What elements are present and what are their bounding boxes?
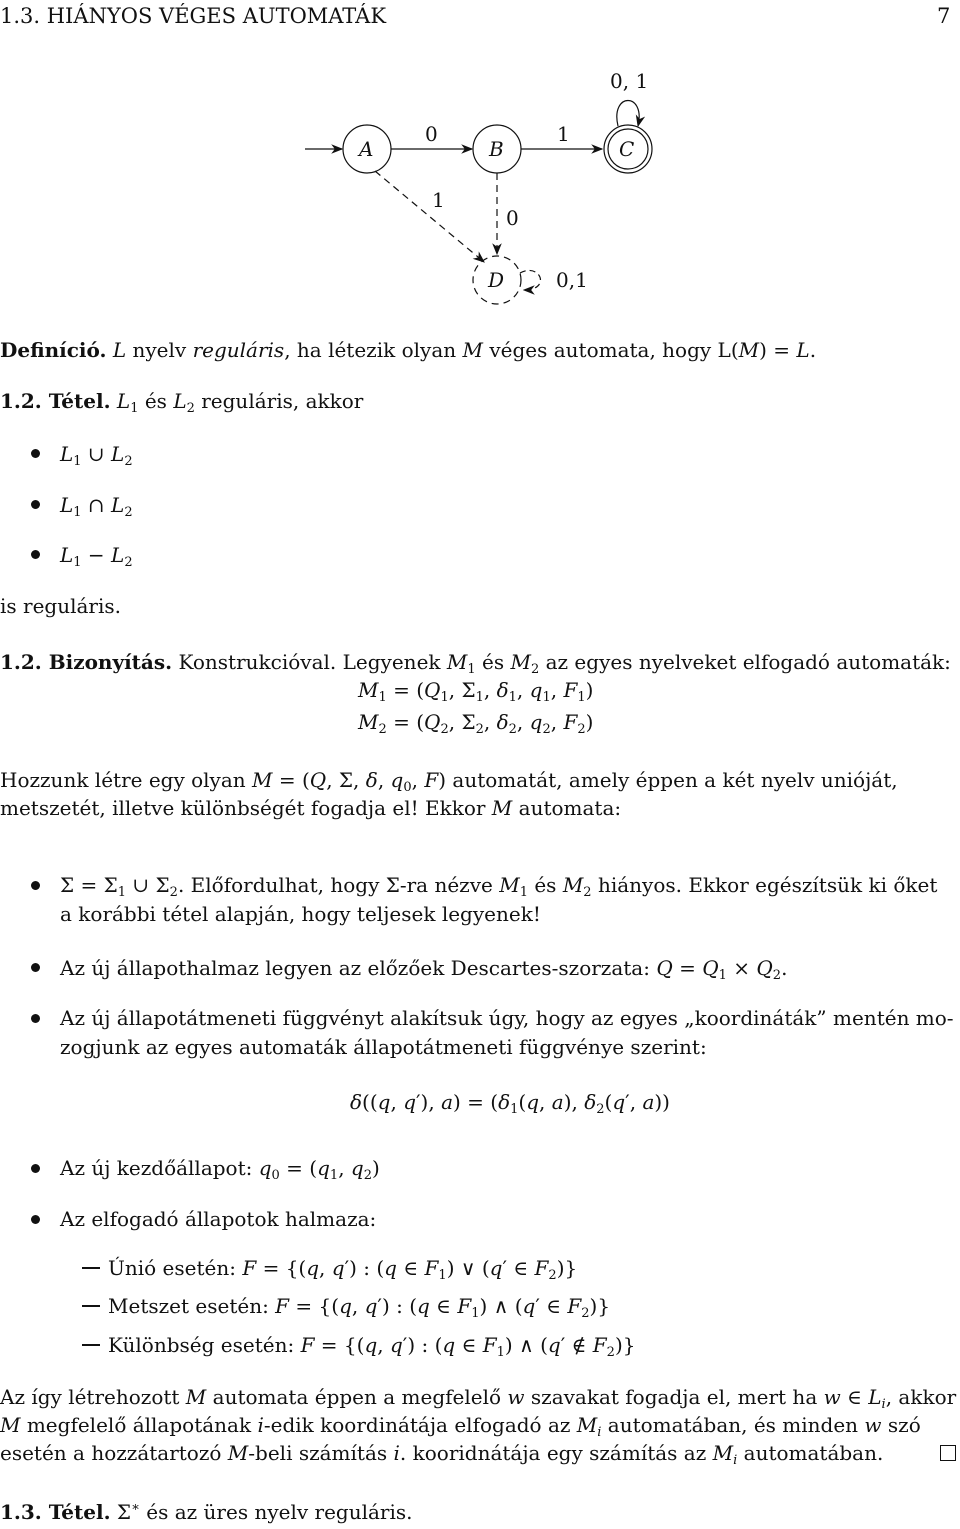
state-b-label: B [489,137,504,161]
qed-box [940,1445,956,1461]
m2-definition: $M_2 = (Q_2$, $\Sigma_2$, $\delta_2$, $q_2$, $F_2$) [358,710,594,737]
union-item: $L_1$ ∪ $L_2$ [60,442,133,469]
bullet [31,449,40,458]
union-accept: Únió esetén: F = {(q, q′) : (q ∈ $F_1$) ∨ (q′ ∈ $F_2$)} [108,1256,578,1283]
edge-c-c [617,101,639,127]
sigma-item-line-2: a korábbi tétel alapján, hogy teljesek legyenek! [60,902,541,926]
edge-c-c-label: 0, 1 [610,69,649,93]
definition: Definíció. L nyelv reguláris, ha létezik olyan M véges automata, hogy L(M) = L. [0,338,817,362]
para-line-1: Hozzunk létre egy olyan M = (Q, Σ, δ, $q_0$, F) automatát, amely éppen a két nyelv unióját, [0,768,898,795]
m1-definition: $M_1 = (Q_1$, $\Sigma_1$, $\delta_1$, $q_1$, $F_1$) [358,678,594,705]
edge-a-d [375,171,484,262]
start-state-item: Az új kezdőállapot: $q_0 = (q_1$, $q_2$) [60,1156,380,1183]
edge-a-b-label: 0 [425,122,438,146]
bullet [31,881,40,890]
automaton-diagram [290,60,649,310]
state-set-item: Az új állapothalmaz legyen az előzőek Descartes-szorzata: $Q = Q_1 \times Q_2$. [60,956,788,983]
final-line-3: esetén a hozzátartozó M-beli számítás i. kooridnátája egy számítás az $M_i$ automatában. [0,1441,884,1468]
final-line-1: Az így létrehozott M automata éppen a megfelelő w szavakat fogadja el, mert ha w ∈ $L_i$, akkor [0,1385,957,1412]
state-c-label: C [619,137,635,161]
difference-item: $L_1 - L_2$ [60,543,133,570]
dash [82,1305,100,1307]
edge-d-d-label: 0,1 [556,268,588,292]
edge-d-d [520,270,540,290]
difference-accept: Különbség esetén: F = {(q, q′) : (q ∈ $F_1$) ∧ (q′ ∉ $F_2$)} [108,1333,636,1360]
theorem-1-2: 1.2. Tétel. $L_1$ és $L_2$ reguláris, akkor [0,389,364,416]
bullet [31,550,40,559]
edge-b-c-label: 1 [557,122,570,146]
dash [82,1267,100,1269]
bullet [31,963,40,972]
bullet [31,1164,40,1173]
is-regular: is reguláris. [0,594,121,618]
edge-b-d-label: 0 [506,206,519,230]
dash [82,1344,100,1346]
state-d-label: D [488,268,505,292]
proof-intro: 1.2. Bizonyítás. Konstrukcióval. Legyenek $M_1$ és $M_2$ az egyes nyelveket elfogadó automaták: [0,650,951,677]
intersection-accept: Metszet esetén: F = {(q, q′) : (q ∈ $F_1$) ∧ (q′ ∈ $F_2$)} [108,1294,611,1321]
bullet [31,1014,40,1023]
state-a-label: A [359,137,374,161]
intersection-item: $L_1$ ∩ $L_2$ [60,493,133,520]
sigma-item-line-1: $\Sigma = \Sigma_1$ ∪ $\Sigma_2$. Előfordulhat, hogy Σ-ra nézve $M_1$ és $M_2$ hiányos. Ekkor egészítsük ki őket [60,873,938,900]
bullet [31,500,40,509]
accept-states-item: Az elfogadó állapotok halmaza: [60,1207,377,1231]
transition-item-line-2: zogjunk az egyes automaták állapotátmeneti függvénye szerint: [60,1035,707,1059]
page-number: 7 [937,4,951,28]
theorem-1-3: 1.3. Tétel. Σ∗ és az üres nyelv reguláris. [0,1500,413,1524]
delta-formula: δ((q, q′), $a) = (\delta_1(q$, a), $\delta_2(q'$, a)) [350,1090,670,1117]
edge-a-d-label: 1 [432,188,445,212]
transition-item-line-1: Az új állapotátmeneti függvényt alakítsuk úgy, hogy az egyes „koordináták” mentén mo- [60,1006,954,1030]
running-header: 1.3. HIÁNYOS VÉGES AUTOMATÁK [0,4,387,28]
final-line-2: M megfelelő állapotának i-edik koordinátája elfogadó az $M_i$ automatában, és minden w szó [0,1413,921,1440]
para-line-2: metszetét, illetve különbségét fogadja el! Ekkor M automata: [0,796,622,820]
bullet [31,1215,40,1224]
